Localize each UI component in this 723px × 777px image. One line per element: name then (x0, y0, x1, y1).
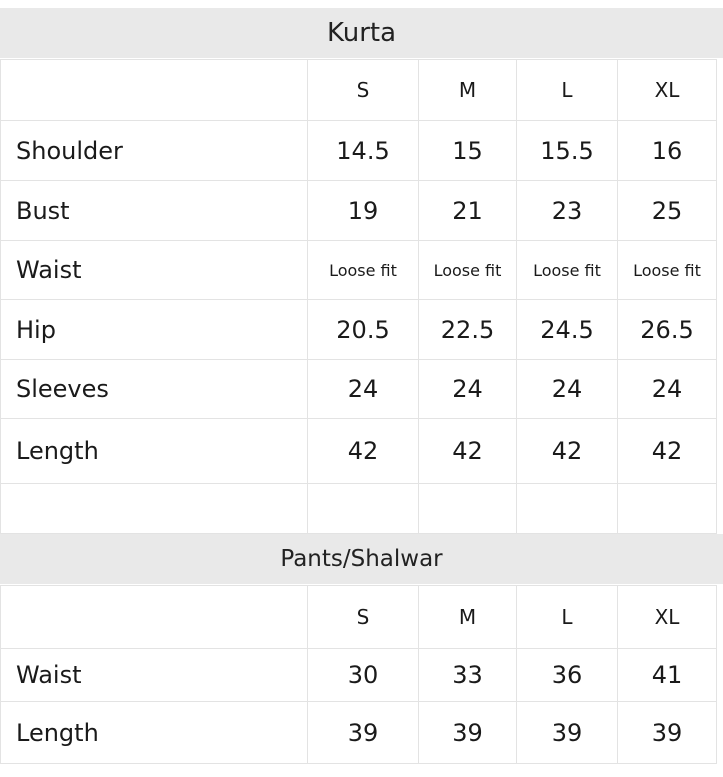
cell-value: 15 (419, 121, 517, 181)
kurta-size-table (0, 59, 717, 534)
pants-row-length (1, 702, 717, 764)
cell-value: 14.5 (308, 121, 419, 181)
kurta-title-band (0, 8, 723, 58)
cell-value: 36 (517, 649, 618, 702)
pants-header-row (1, 586, 717, 649)
row-label: Hip (1, 300, 308, 360)
pants-title: Pants/Shalwar (280, 546, 443, 572)
cell-value: 39 (419, 702, 517, 764)
kurta-size-s: S (308, 60, 419, 121)
pants-size-table (0, 585, 717, 764)
cell-value: 39 (308, 702, 419, 764)
cell-value: 22.5 (419, 300, 517, 360)
cell-value: 41 (618, 649, 717, 702)
kurta-size-l: L (517, 60, 618, 121)
kurta-row-sleeves (1, 360, 717, 419)
kurta-row-waist (1, 241, 717, 300)
empty-cell (618, 484, 717, 534)
kurta-row-shoulder (1, 121, 717, 181)
row-label: Sleeves (1, 360, 308, 419)
pants-title-band (0, 534, 723, 584)
empty-cell (419, 484, 517, 534)
kurta-header-row (1, 60, 717, 121)
cell-value: 21 (419, 181, 517, 241)
cell-value: 39 (618, 702, 717, 764)
cell-value: 24.5 (517, 300, 618, 360)
cell-value: 19 (308, 181, 419, 241)
empty-cell (308, 484, 419, 534)
cell-value: 42 (618, 419, 717, 484)
row-label: Length (1, 419, 308, 484)
cell-value: Loose fit (618, 241, 717, 300)
pants-size-s: S (308, 586, 419, 649)
row-label: Waist (1, 241, 308, 300)
cell-value: 42 (308, 419, 419, 484)
cell-value: 23 (517, 181, 618, 241)
kurta-row-bust (1, 181, 717, 241)
cell-value: 20.5 (308, 300, 419, 360)
kurta-size-m: M (419, 60, 517, 121)
cell-value: 42 (517, 419, 618, 484)
kurta-size-xl: XL (618, 60, 717, 121)
kurta-header-blank (1, 60, 308, 121)
cell-value: Loose fit (517, 241, 618, 300)
pants-size-l: L (517, 586, 618, 649)
pants-header-blank (1, 586, 308, 649)
cell-value: 24 (308, 360, 419, 419)
row-label: Bust (1, 181, 308, 241)
cell-value: Loose fit (419, 241, 517, 300)
cell-value: 42 (419, 419, 517, 484)
kurta-row-hip (1, 300, 717, 360)
cell-value: Loose fit (308, 241, 419, 300)
cell-value: 33 (419, 649, 517, 702)
cell-value: 24 (517, 360, 618, 419)
kurta-row-length (1, 419, 717, 484)
pants-row-waist (1, 649, 717, 702)
cell-value: 39 (517, 702, 618, 764)
cell-value: 16 (618, 121, 717, 181)
kurta-title: Kurta (326, 18, 397, 48)
pants-size-m: M (419, 586, 517, 649)
row-label: Waist (1, 649, 308, 702)
empty-cell (1, 484, 308, 534)
cell-value: 24 (419, 360, 517, 419)
pants-size-xl: XL (618, 586, 717, 649)
kurta-row-empty (1, 484, 717, 534)
cell-value: 26.5 (618, 300, 717, 360)
cell-value: 24 (618, 360, 717, 419)
row-label: Length (1, 702, 308, 764)
cell-value: 15.5 (517, 121, 618, 181)
cell-value: 30 (308, 649, 419, 702)
empty-cell (517, 484, 618, 534)
row-label: Shoulder (1, 121, 308, 181)
cell-value: 25 (618, 181, 717, 241)
